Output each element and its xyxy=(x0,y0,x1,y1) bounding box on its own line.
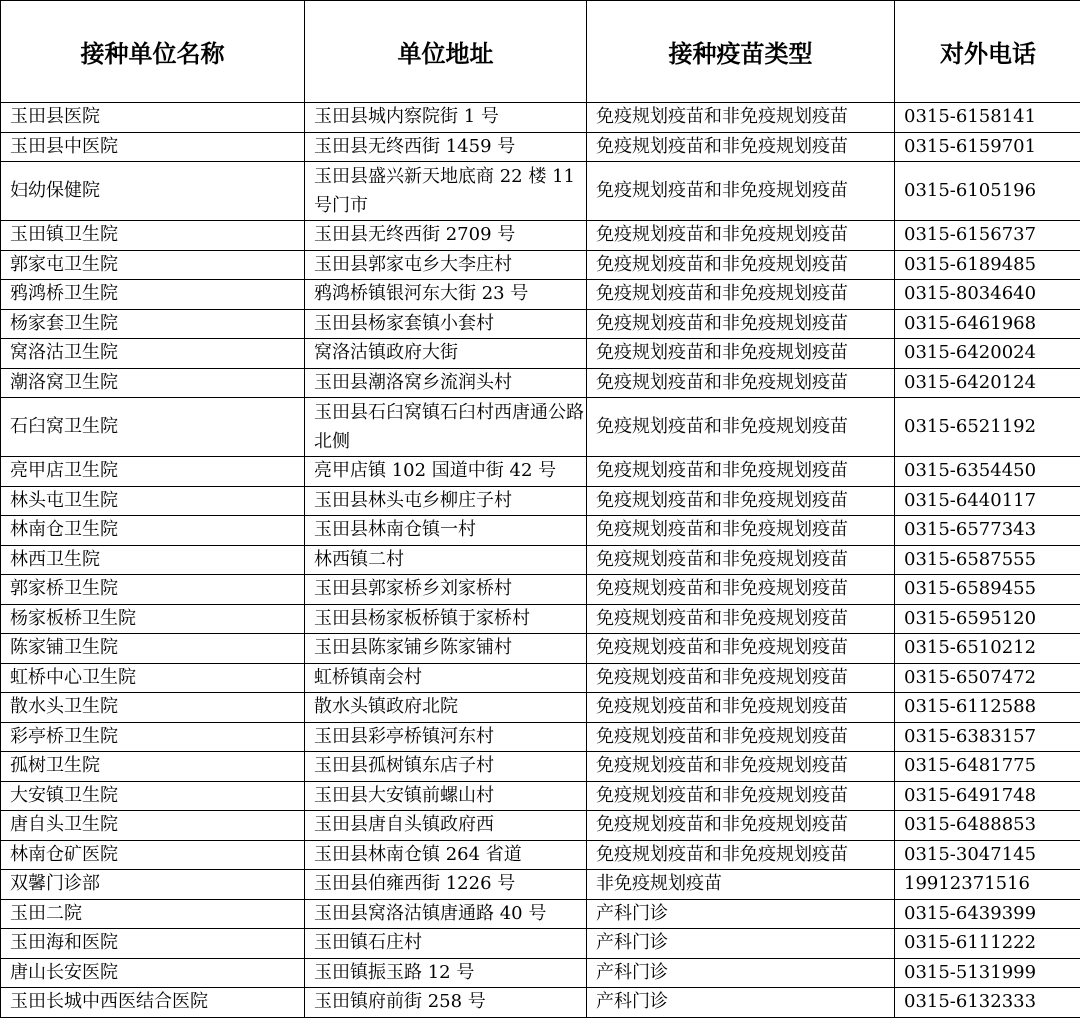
table-row xyxy=(1,516,1080,546)
address-cell: 玉田县盛兴新天地底商 22 楼 11 号门市 xyxy=(305,162,587,221)
phone-cell: 0315-6439399 xyxy=(895,899,1080,929)
address-cell: 玉田县城内察院街 1 号 xyxy=(305,103,587,133)
table-row xyxy=(1,309,1080,339)
address-cell: 玉田县无终西街 1459 号 xyxy=(305,132,587,162)
table-row xyxy=(1,693,1080,723)
vaccine-type-cell: 免疫规划疫苗和非免疫规划疫苗 xyxy=(587,634,895,664)
vaccine-type-cell: 免疫规划疫苗和非免疫规划疫苗 xyxy=(587,722,895,752)
phone-cell: 0315-6595120 xyxy=(895,604,1080,634)
site-name-cell: 玉田县中医院 xyxy=(1,132,305,162)
phone-cell: 0315-6461968 xyxy=(895,309,1080,339)
header-site-name: 接种单位名称 xyxy=(1,1,305,103)
site-name-cell: 鸦鸿桥卫生院 xyxy=(1,280,305,310)
vaccine-type-cell: 免疫规划疫苗和非免疫规划疫苗 xyxy=(587,457,895,487)
phone-cell: 0315-6481775 xyxy=(895,752,1080,782)
vaccine-type-cell: 免疫规划疫苗和非免疫规划疫苗 xyxy=(587,811,895,841)
phone-cell: 19912371516 xyxy=(895,870,1080,900)
site-name-cell: 大安镇卫生院 xyxy=(1,781,305,811)
address-cell: 玉田县孤树镇东店子村 xyxy=(305,752,587,782)
address-cell: 玉田县林南仓镇 264 省道 xyxy=(305,840,587,870)
site-name-cell: 虹桥中心卫生院 xyxy=(1,663,305,693)
site-name-cell: 玉田二院 xyxy=(1,899,305,929)
site-name-cell: 石臼窝卫生院 xyxy=(1,398,305,457)
address-cell: 玉田县唐自头镇政府西 xyxy=(305,811,587,841)
phone-cell: 0315-6587555 xyxy=(895,545,1080,575)
address-cell: 玉田县无终西街 2709 号 xyxy=(305,221,587,251)
table-row xyxy=(1,870,1080,900)
address-cell: 玉田县杨家套镇小套村 xyxy=(305,309,587,339)
site-name-cell: 杨家套卫生院 xyxy=(1,309,305,339)
table-row xyxy=(1,634,1080,664)
table-row xyxy=(1,752,1080,782)
address-cell: 虹桥镇南会村 xyxy=(305,663,587,693)
vaccine-type-cell: 免疫规划疫苗和非免疫规划疫苗 xyxy=(587,781,895,811)
vaccine-type-cell: 免疫规划疫苗和非免疫规划疫苗 xyxy=(587,132,895,162)
address-cell: 玉田县林头屯乡柳庄子村 xyxy=(305,486,587,516)
table-row xyxy=(1,899,1080,929)
site-name-cell: 玉田县医院 xyxy=(1,103,305,133)
site-name-cell: 唐自头卫生院 xyxy=(1,811,305,841)
table-row xyxy=(1,132,1080,162)
table-row xyxy=(1,221,1080,251)
phone-cell: 0315-6112588 xyxy=(895,693,1080,723)
vaccine-type-cell: 免疫规划疫苗和非免疫规划疫苗 xyxy=(587,545,895,575)
table-row xyxy=(1,103,1080,133)
phone-cell: 0315-6510212 xyxy=(895,634,1080,664)
phone-cell: 0315-6105196 xyxy=(895,162,1080,221)
header-row xyxy=(1,1,1080,103)
table-row xyxy=(1,929,1080,959)
site-name-cell: 彩亭桥卫生院 xyxy=(1,722,305,752)
phone-cell: 0315-5131999 xyxy=(895,958,1080,988)
table-row xyxy=(1,398,1080,457)
site-name-cell: 亮甲店卫生院 xyxy=(1,457,305,487)
vaccine-type-cell: 免疫规划疫苗和非免疫规划疫苗 xyxy=(587,663,895,693)
site-name-cell: 杨家板桥卫生院 xyxy=(1,604,305,634)
phone-cell: 0315-6354450 xyxy=(895,457,1080,487)
vaccine-type-cell: 产科门诊 xyxy=(587,958,895,988)
vaccine-type-cell: 产科门诊 xyxy=(587,929,895,959)
site-name-cell: 窝洛沽卫生院 xyxy=(1,339,305,369)
site-name-cell: 唐山长安医院 xyxy=(1,958,305,988)
address-cell: 玉田县陈家铺乡陈家铺村 xyxy=(305,634,587,664)
vaccine-type-cell: 免疫规划疫苗和非免疫规划疫苗 xyxy=(587,103,895,133)
vaccine-type-cell: 免疫规划疫苗和非免疫规划疫苗 xyxy=(587,221,895,251)
vaccine-type-cell: 免疫规划疫苗和非免疫规划疫苗 xyxy=(587,162,895,221)
address-cell: 林西镇二村 xyxy=(305,545,587,575)
address-cell: 玉田县彩亭桥镇河东村 xyxy=(305,722,587,752)
table-row xyxy=(1,486,1080,516)
address-cell: 玉田县潮洛窝乡流润头村 xyxy=(305,368,587,398)
site-name-cell: 散水头卫生院 xyxy=(1,693,305,723)
table-row xyxy=(1,811,1080,841)
vaccine-type-cell: 免疫规划疫苗和非免疫规划疫苗 xyxy=(587,368,895,398)
site-name-cell: 孤树卫生院 xyxy=(1,752,305,782)
table-row xyxy=(1,368,1080,398)
address-cell: 玉田县大安镇前螺山村 xyxy=(305,781,587,811)
phone-cell: 0315-6420124 xyxy=(895,368,1080,398)
site-name-cell: 林头屯卫生院 xyxy=(1,486,305,516)
phone-cell: 0315-3047145 xyxy=(895,840,1080,870)
table-row xyxy=(1,280,1080,310)
phone-cell: 0315-6589455 xyxy=(895,575,1080,605)
table-row xyxy=(1,988,1080,1018)
phone-cell: 0315-6158141 xyxy=(895,103,1080,133)
address-cell: 散水头镇政府北院 xyxy=(305,693,587,723)
phone-cell: 0315-8034640 xyxy=(895,280,1080,310)
address-cell: 玉田县石臼窝镇石臼村西唐通公路北侧 xyxy=(305,398,587,457)
site-name-cell: 妇幼保健院 xyxy=(1,162,305,221)
address-cell: 玉田县郭家屯乡大李庄村 xyxy=(305,250,587,280)
vaccine-type-cell: 免疫规划疫苗和非免疫规划疫苗 xyxy=(587,752,895,782)
phone-cell: 0315-6577343 xyxy=(895,516,1080,546)
address-cell: 窝洛沽镇政府大街 xyxy=(305,339,587,369)
table-row xyxy=(1,457,1080,487)
site-name-cell: 陈家铺卫生院 xyxy=(1,634,305,664)
phone-cell: 0315-6420024 xyxy=(895,339,1080,369)
site-name-cell: 潮洛窝卫生院 xyxy=(1,368,305,398)
address-cell: 玉田县窝洛沽镇唐通路 40 号 xyxy=(305,899,587,929)
phone-cell: 0315-6507472 xyxy=(895,663,1080,693)
vaccine-type-cell: 免疫规划疫苗和非免疫规划疫苗 xyxy=(587,250,895,280)
table-row xyxy=(1,545,1080,575)
phone-cell: 0315-6521192 xyxy=(895,398,1080,457)
site-name-cell: 郭家屯卫生院 xyxy=(1,250,305,280)
vaccine-type-cell: 免疫规划疫苗和非免疫规划疫苗 xyxy=(587,516,895,546)
vaccine-type-cell: 免疫规划疫苗和非免疫规划疫苗 xyxy=(587,280,895,310)
site-name-cell: 玉田海和医院 xyxy=(1,929,305,959)
table-row xyxy=(1,162,1080,221)
header-vaccine-type: 接种疫苗类型 xyxy=(587,1,895,103)
site-name-cell: 林西卫生院 xyxy=(1,545,305,575)
table-row xyxy=(1,339,1080,369)
phone-cell: 0315-6491748 xyxy=(895,781,1080,811)
vaccine-type-cell: 产科门诊 xyxy=(587,899,895,929)
site-name-cell: 郭家桥卫生院 xyxy=(1,575,305,605)
site-name-cell: 林南仓矿医院 xyxy=(1,840,305,870)
address-cell: 鸦鸿桥镇银河东大街 23 号 xyxy=(305,280,587,310)
phone-cell: 0315-6159701 xyxy=(895,132,1080,162)
vaccine-type-cell: 免疫规划疫苗和非免疫规划疫苗 xyxy=(587,604,895,634)
phone-cell: 0315-6440117 xyxy=(895,486,1080,516)
address-cell: 玉田县郭家桥乡刘家桥村 xyxy=(305,575,587,605)
address-cell: 玉田县杨家板桥镇于家桥村 xyxy=(305,604,587,634)
phone-cell: 0315-6132333 xyxy=(895,988,1080,1018)
phone-cell: 0315-6488853 xyxy=(895,811,1080,841)
vaccine-type-cell: 免疫规划疫苗和非免疫规划疫苗 xyxy=(587,486,895,516)
header-address: 单位地址 xyxy=(305,1,587,103)
phone-cell: 0315-6111222 xyxy=(895,929,1080,959)
table-row xyxy=(1,250,1080,280)
vaccine-type-cell: 免疫规划疫苗和非免疫规划疫苗 xyxy=(587,840,895,870)
vaccine-type-cell: 免疫规划疫苗和非免疫规划疫苗 xyxy=(587,575,895,605)
address-cell: 玉田县林南仓镇一村 xyxy=(305,516,587,546)
vaccine-type-cell: 免疫规划疫苗和非免疫规划疫苗 xyxy=(587,309,895,339)
address-cell: 玉田县伯雍西街 1226 号 xyxy=(305,870,587,900)
table-row xyxy=(1,575,1080,605)
address-cell: 玉田镇石庄村 xyxy=(305,929,587,959)
vaccine-type-cell: 免疫规划疫苗和非免疫规划疫苗 xyxy=(587,398,895,457)
vaccine-type-cell: 免疫规划疫苗和非免疫规划疫苗 xyxy=(587,339,895,369)
site-name-cell: 玉田镇卫生院 xyxy=(1,221,305,251)
header-phone: 对外电话 xyxy=(895,1,1080,103)
table-row xyxy=(1,722,1080,752)
address-cell: 玉田镇府前街 258 号 xyxy=(305,988,587,1018)
site-name-cell: 玉田长城中西医结合医院 xyxy=(1,988,305,1018)
phone-cell: 0315-6383157 xyxy=(895,722,1080,752)
vaccine-type-cell: 产科门诊 xyxy=(587,988,895,1018)
table-row xyxy=(1,958,1080,988)
site-name-cell: 林南仓卫生院 xyxy=(1,516,305,546)
table-row xyxy=(1,840,1080,870)
address-cell: 亮甲店镇 102 国道中街 42 号 xyxy=(305,457,587,487)
table-row xyxy=(1,663,1080,693)
address-cell: 玉田镇振玉路 12 号 xyxy=(305,958,587,988)
phone-cell: 0315-6189485 xyxy=(895,250,1080,280)
site-name-cell: 双馨门诊部 xyxy=(1,870,305,900)
phone-cell: 0315-6156737 xyxy=(895,221,1080,251)
table-row xyxy=(1,781,1080,811)
vaccine-type-cell: 免疫规划疫苗和非免疫规划疫苗 xyxy=(587,693,895,723)
vaccine-type-cell: 非免疫规划疫苗 xyxy=(587,870,895,900)
table-row xyxy=(1,604,1080,634)
